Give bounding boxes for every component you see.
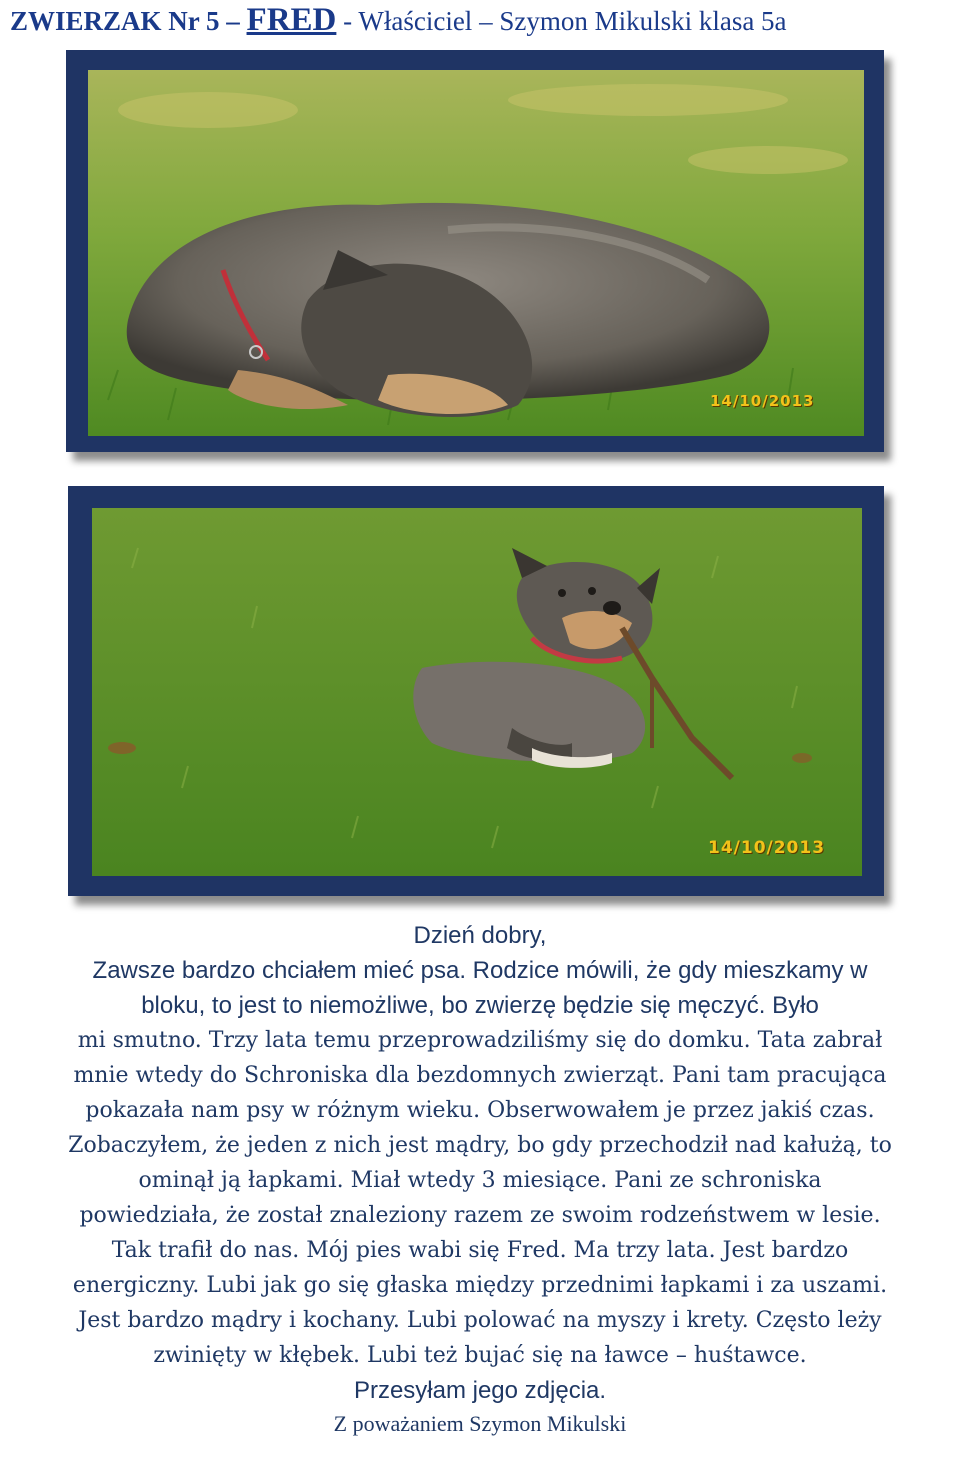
photo-date-stamp: 14/10/2013: [710, 392, 815, 410]
page-header: [0, 0, 960, 40]
letter-line: Zawsze bardzo chciałem mieć psa. Rodzice mówili, że gdy mieszkamy w: [92, 957, 868, 984]
letter-line: mnie wtedy do Schroniska dla bezdomnych zwierząt. Pani tam pracująca: [73, 1063, 887, 1088]
letter-line: Jest bardzo mądry i kochany. Lubi polować na myszy i krety. Często leży: [78, 1308, 882, 1333]
pet-name: FRED: [246, 2, 337, 38]
header-prefix: ZWIERZAK Nr 5: [10, 6, 220, 36]
header-dash: –: [226, 6, 240, 36]
letter-line: zwinięty w kłębek. Lubi też bujać się na ławce – huśtawce.: [153, 1343, 807, 1368]
letter-line: ominął ją łapkami. Miał wtedy 3 miesiące. Pani ze schroniska: [138, 1168, 822, 1193]
header-dash: –: [479, 6, 493, 36]
letter-greeting: Dzień dobry,: [413, 922, 547, 949]
letter-line: mi smutno. Trzy lata temu przeprowadziliśmy się do domku. Tata zabrał: [77, 1028, 883, 1053]
photo-frame-1: [66, 50, 884, 452]
letter-body: [0, 918, 960, 1440]
letter-signature: Z poważaniem Szymon Mikulski: [333, 1411, 627, 1436]
letter-line: energiczny. Lubi jak go się głaska między przednimi łapkami i za uszami.: [72, 1273, 888, 1298]
dog-with-stick-photo: [92, 508, 862, 876]
letter-line: powiedziała, że został znaleziony razem ze swoim rodzeństwem w lesie.: [79, 1203, 881, 1228]
letter-line: Tak trafił do nas. Mój pies wabi się Fred. Ma trzy lata. Jest bardzo: [111, 1238, 849, 1263]
letter-line: pokazała nam psy w różnym wieku. Obserwowałem je przez jakiś czas.: [85, 1098, 875, 1123]
sleeping-dog-photo: [88, 70, 864, 436]
header-owner-label: - Właściciel: [343, 6, 473, 36]
letter-line: bloku, to jest to niemożliwe, bo zwierzę będzie się męczyć. Było: [141, 992, 819, 1019]
letter-line: Zobaczyłem, że jeden z nich jest mądry, bo gdy przechodził nad kałużą, to: [68, 1133, 892, 1158]
photo-date-stamp: 14/10/2013: [708, 838, 826, 858]
header-owner: Szymon Mikulski klasa 5a: [499, 6, 787, 36]
letter-closing-line: Przesyłam jego zdjęcia.: [353, 1377, 607, 1404]
photo-frame-2: [68, 486, 884, 896]
